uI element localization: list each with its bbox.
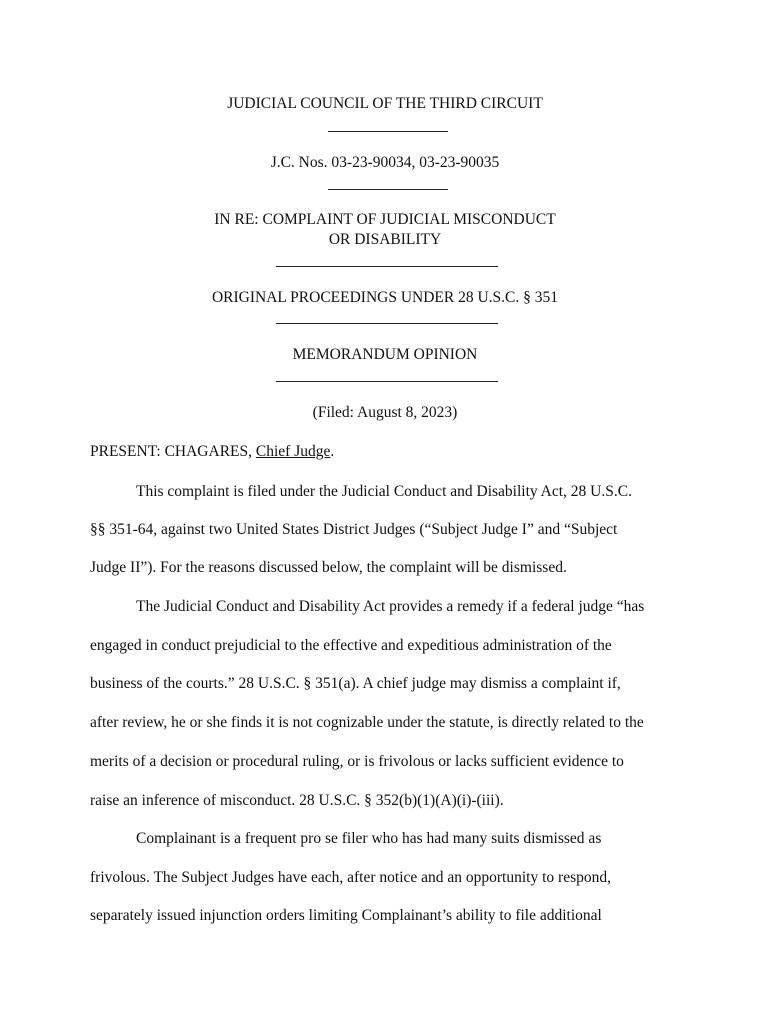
- body-line: merits of a decision or procedural ruling, or is frivolous or lacks sufficient evidence to: [90, 753, 624, 770]
- body-line: after review, he or she finds it is not cognizable under the statute, is directly related to the: [90, 714, 644, 731]
- body-line: frivolous. The Subject Judges have each, after notice and an opportunity to respond,: [90, 869, 611, 886]
- present-label: PRESENT: CHAGARES,: [90, 443, 256, 460]
- present-title: Chief Judge: [255, 443, 331, 460]
- proceedings-line: ORIGINAL PROCEEDINGS UNDER 28 U.S.C. § 351: [211, 289, 559, 306]
- body-line: business of the courts.” 28 U.S.C. § 351(a). A chief judge may dismiss a complaint if,: [90, 675, 621, 692]
- body-line: engaged in conduct prejudicial to the effective and expeditious administration of the: [90, 637, 612, 654]
- body-line: §§ 351-64, against two United States District Judges (“Subject Judge I” and “Subject: [90, 521, 618, 538]
- court-name: JUDICIAL COUNCIL OF THE THIRD CIRCUIT: [227, 95, 543, 112]
- divider-rule-2: [328, 189, 448, 190]
- divider-rule-5: [276, 381, 498, 382]
- caption-line-1: IN RE: COMPLAINT OF JUDICIAL MISCONDUCT: [214, 211, 556, 228]
- body-line: raise an inference of misconduct. 28 U.S.C. § 352(b)(1)(A)(i)-(iii).: [90, 792, 504, 809]
- body-line: This complaint is filed under the Judicial Conduct and Disability Act, 28 U.S.C.: [136, 483, 632, 500]
- divider-rule-1: [328, 131, 448, 132]
- present-end: .: [330, 443, 335, 460]
- document-type: MEMORANDUM OPINION: [292, 346, 478, 363]
- body-line: separately issued injunction orders limiting Complainant’s ability to file additional: [90, 907, 602, 924]
- present-line: [90, 442, 334, 461]
- filed-date: (Filed: August 8, 2023): [312, 404, 458, 421]
- divider-rule-3: [276, 266, 498, 267]
- body-line: The Judicial Conduct and Disability Act provides a remedy if a federal judge “has: [136, 598, 645, 615]
- divider-rule-4: [276, 323, 498, 324]
- case-numbers: J.C. Nos. 03-23-90034, 03-23-90035: [270, 154, 500, 171]
- body-line: Judge II”). For the reasons discussed below, the complaint will be dismissed.: [90, 559, 567, 576]
- body-line: Complainant is a frequent pro se filer who has had many suits dismissed as: [136, 830, 602, 847]
- caption-line-2: OR DISABILITY: [328, 231, 442, 248]
